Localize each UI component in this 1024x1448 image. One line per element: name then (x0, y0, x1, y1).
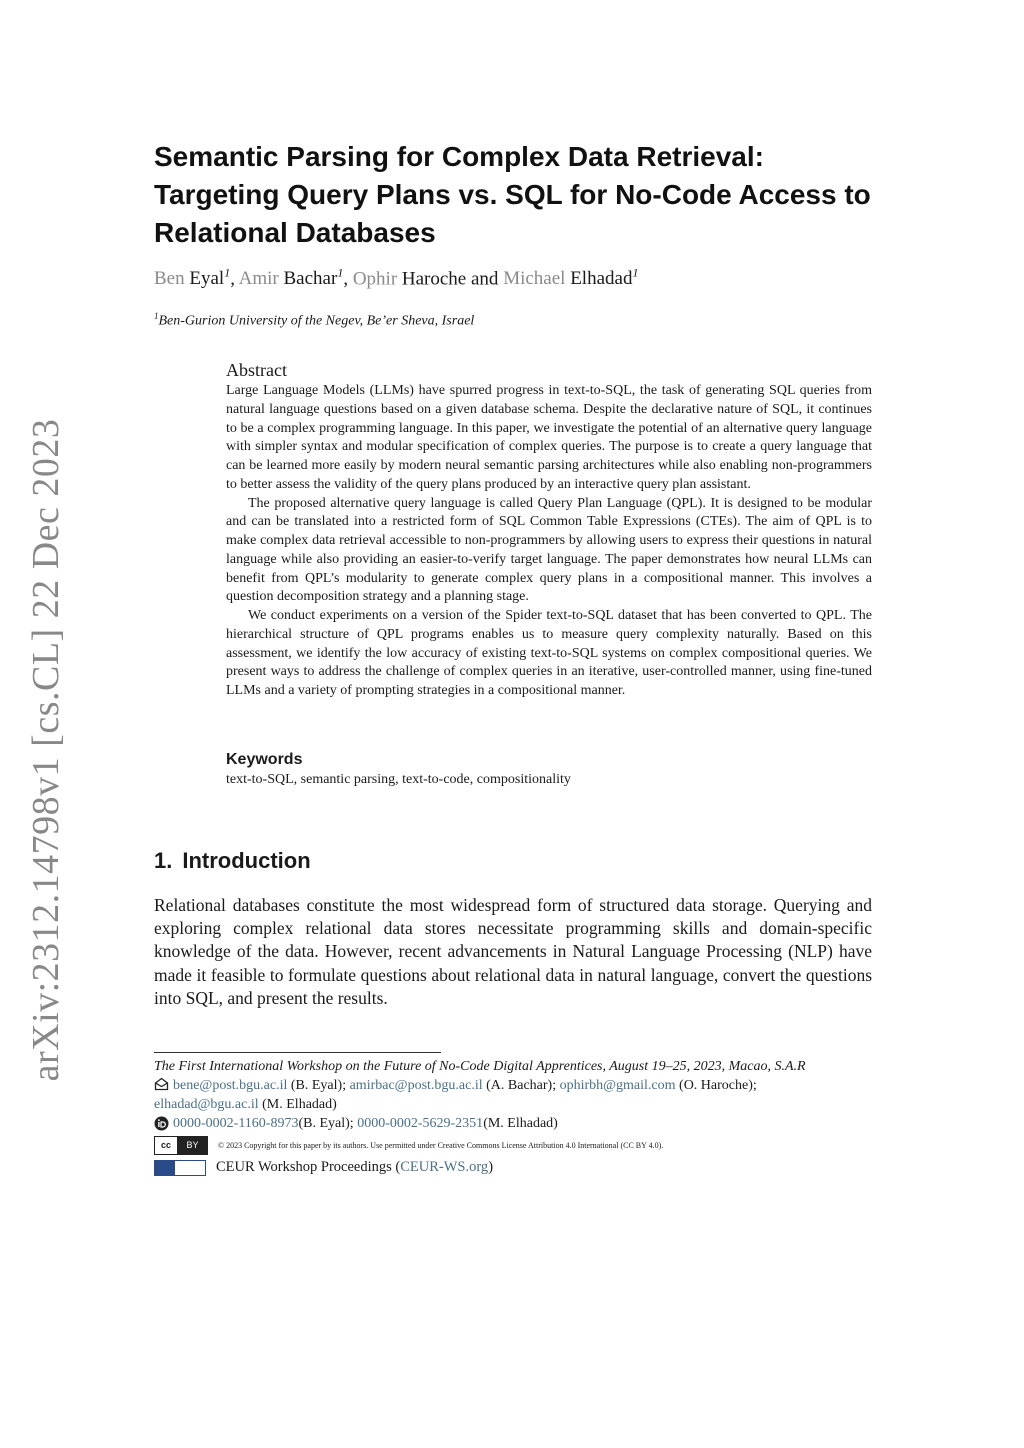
footnotes (154, 1057, 874, 1177)
email-line: elhadad@bgu.ac.il (M. Elhadad) (154, 1097, 337, 1112)
footnote-rule (154, 1052, 441, 1053)
license-line (154, 1136, 874, 1155)
section-heading: 1. Introduction (154, 848, 311, 873)
intro-paragraph: Relational databases constitute the most widespread form of structured data storage. Querying and exploring complex relational data stores necessitate programming skills and domain-specific knowledge of the data. However, recent advancements in Natural Language Processing (NLP) have made it feasible to formulate questions about relational data in natural language, convert the questions into SQL, and present the results. (154, 895, 872, 1008)
orcid-link[interactable]: 0000-0002-5629-2351 (357, 1116, 484, 1131)
author[interactable]: Amir Bachar$^1$ (238, 266, 344, 290)
orcid-link[interactable]: 0000-0002-1160-8973 (173, 1116, 299, 1131)
affiliation: $^1$Ben-Gurion University of the Negev, Be’er Sheva, Israel (154, 311, 475, 329)
mail-icon (154, 1077, 169, 1091)
paper-title (154, 138, 894, 252)
title-line: Semantic Parsing for Complex Data Retrieval: (154, 141, 764, 172)
author[interactable]: Michael Elhadad$^1$ (503, 266, 639, 290)
venue-note: The First International Workshop on the Future of No-Code Digital Apprentices, August 19–25, 2023, Macao, S.A.R (154, 1059, 806, 1074)
author[interactable]: Ophir Haroche (352, 268, 467, 290)
author-list: Ben Eyal$^1$, Amir Bachar$^1$, Ophir Haroche and Michael Elhadad$^1$ (154, 266, 639, 290)
email-link[interactable]: bene@post.bgu.ac.il (173, 1078, 288, 1093)
keywords-list: text-to-SQL, semantic parsing, text-to-code, compositionality (226, 772, 571, 787)
email-link[interactable]: ophirbh@gmail.com (559, 1078, 676, 1093)
author[interactable]: Ben Eyal$^1$ (154, 266, 231, 290)
title-line: Relational Databases (154, 217, 436, 248)
abstract-heading: Abstract (226, 360, 287, 380)
abstract-paragraph: Large Language Models (LLMs) have spurred progress in text-to-SQL, the task of generating SQL queries from natural language questions based on a given database schema. Despite the declarative nature of SQL, it continues to be a complex programming language. In this paper, we investigate the potential of an alternative query language with simpler syntax and modular specification of complex queries. The purpose is to create a query language that can be learned more easily by modern neural semantic parsing architectures while also enabling non-programmers to better assess the validity of the query plans produced by an interactive query plan assistant. (226, 383, 872, 492)
license-text: © 2023 Copyright for this paper by its authors. Use permitted under Creative Commons License Attribution 4.0 International (CC BY 4.0). (218, 1141, 664, 1150)
keywords-heading: Keywords (226, 751, 303, 768)
ceur-logo (154, 1160, 206, 1176)
ceur-link[interactable]: CEUR-WS.org (400, 1159, 489, 1175)
orcid-icon (154, 1116, 169, 1131)
proceedings-line: CEUR Workshop Proceedings ( CEUR-WS.org ) (154, 1158, 874, 1177)
orcid-line: 0000-0002-1160-8973 (B. Eyal); 0000-0002-5629-2351 (M. Elhadad) (154, 1114, 874, 1133)
email-link[interactable]: elhadad@bgu.ac.il (154, 1097, 259, 1112)
abstract-paragraph: The proposed alternative query language is called Query Plan Language (QPL). It is designed to be modular and can be translated into a restricted form of SQL Common Table Expressions (CTEs). The aim of QPL is to make complex data retrieval accessible to non-programmers by allowing users to express their questions in natural language while also providing an easier-to-verify target language. The paper demonstrates how neural LLMs can benefit from QPL’s modularity to generate complex query plans in a compositional manner. This involves a question decomposition strategy and a planning stage. (226, 495, 872, 605)
email-link[interactable]: amirbac@post.bgu.ac.il (349, 1078, 483, 1093)
abstract-body (226, 382, 872, 701)
cc-by-badge[interactable]: cc BY (154, 1136, 208, 1155)
title-line: Targeting Query Plans vs. SQL for No-Code Access to (154, 179, 871, 210)
arxiv-identifier: arXiv:2312.14798v1 [cs.CL] 22 Dec 2023 (25, 418, 67, 1082)
abstract-paragraph: We conduct experiments on a version of the Spider text-to-SQL dataset that has been converted to QPL. The hierarchical structure of QPL programs enables us to measure query complexity naturally. Based on this assessment, we identify the low accuracy of existing text-to-SQL systems on complex compositional queries. We present ways to address the challenge of complex queries in an iterative, user-controlled manner, using fine-tuned LLMs and a variety of prompting strategies in a compositional manner. (226, 608, 872, 698)
email-line: bene@post.bgu.ac.il (B. Eyal); amirbac@post.bgu.ac.il (A. Bachar); ophirbh@gmail.com (O. Haroche); (154, 1076, 874, 1095)
introduction-body (154, 894, 872, 1010)
